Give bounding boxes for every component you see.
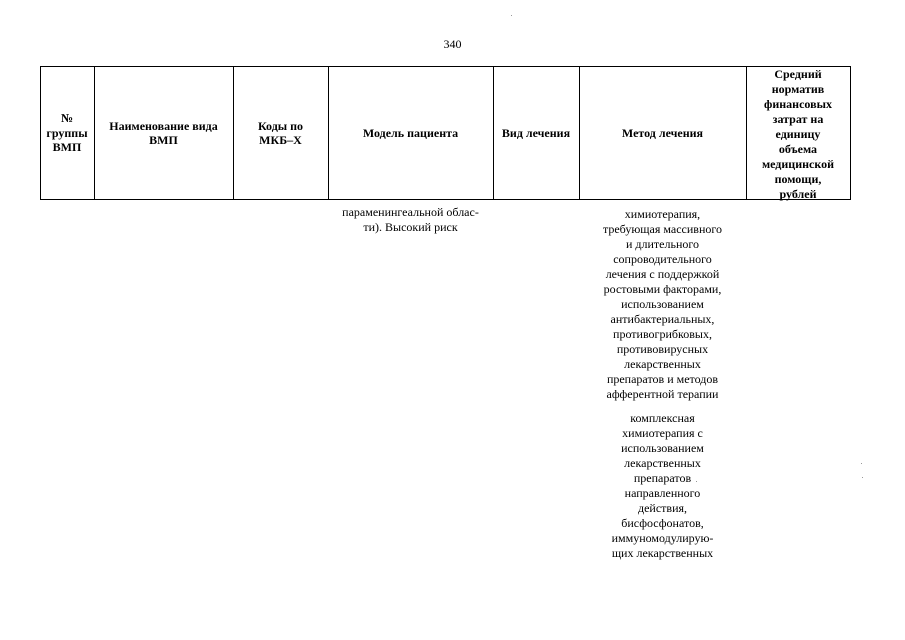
header-cost-norm-text: Средний норматив финансовых затрат на единицу объема медицинской помощи, рублей — [761, 67, 835, 201]
header-patient-model — [328, 66, 493, 200]
header-treatment-method-text: Метод лечения — [621, 125, 704, 140]
header-group-number — [40, 66, 94, 200]
header-vmp-name — [94, 66, 233, 200]
header-icd-codes — [233, 66, 328, 200]
header-treatment-type-text: Вид лечения — [501, 125, 571, 140]
scan-speck — [511, 15, 512, 16]
header-group-number-text: № группы ВМП — [46, 111, 88, 155]
header-cost-norm — [746, 66, 850, 200]
column-divider — [850, 66, 851, 200]
patient-model-cell: параменингеальной облас- ти). Высокий риск — [342, 205, 479, 234]
header-treatment-type — [493, 66, 579, 200]
header-treatment-method — [579, 66, 746, 200]
treatment-method-cell-1: химиотерапия, требующая массивного и длительного сопроводительного лечения с поддержкой ростовыми факторами, использованием антибактериальных, противогрибковых, противовирусных лекарственных препаратов и методов афферентной терапии — [602, 207, 723, 401]
scan-speck — [696, 481, 697, 482]
page-number: 340 — [443, 37, 462, 51]
header-icd-codes-text: Коды по МКБ–Х — [257, 118, 304, 147]
header-vmp-name-text: Наименование вида ВМП — [109, 118, 218, 147]
scan-speck — [862, 477, 863, 478]
scan-speck — [861, 463, 862, 464]
treatment-method-cell-2: комплексная химиотерапия с использованием лекарственных препаратов направленного действия, бисфосфонатов, иммуномодулирую- щих лекарственных — [611, 411, 714, 560]
header-patient-model-text: Модель пациента — [362, 125, 459, 140]
